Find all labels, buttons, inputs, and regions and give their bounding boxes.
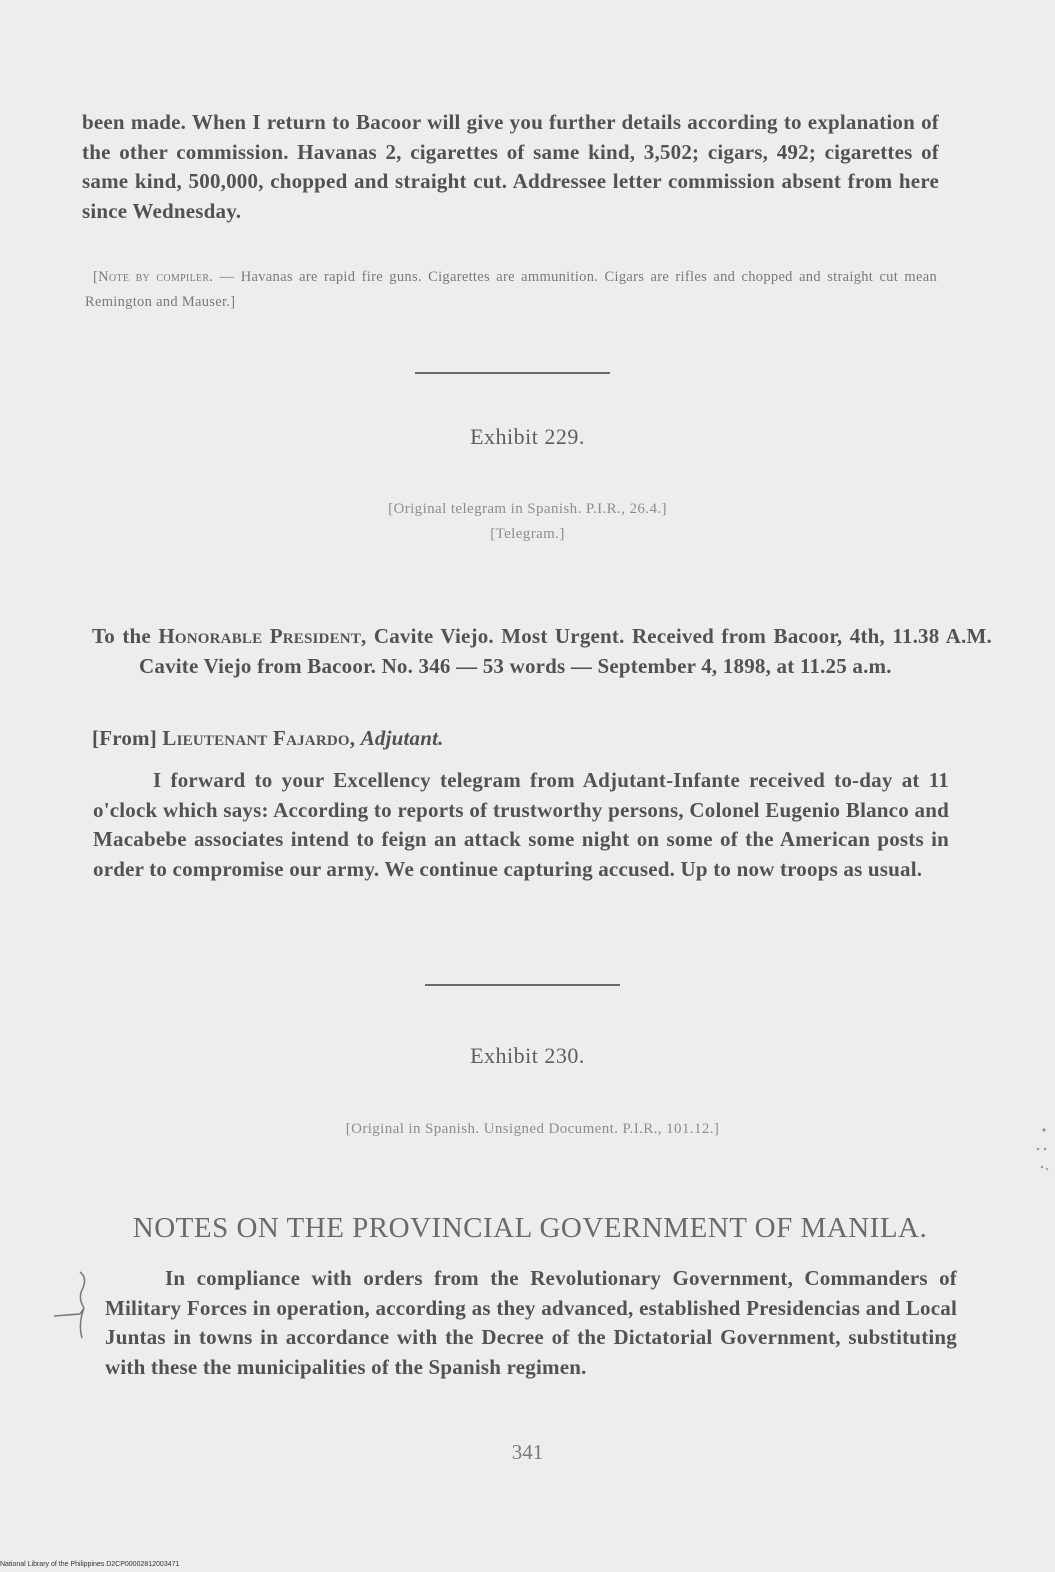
compiler-note bbox=[85, 265, 937, 315]
divider bbox=[425, 984, 620, 986]
exhibit-230-source: [Original in Spanish. Unsigned Document. P.I.R., 101.12.] bbox=[345, 1121, 720, 1137]
margin-annotation bbox=[50, 1268, 95, 1348]
telegram-body: I forward to your Excellency telegram from Adjutant-Infante received to-day at 11 o'clock which says: According to reports of trustworthy persons, Colonel Eugenio Blanco and Macabebe associates intend to feign an attack some night on some of the American posts in order to compromise our army. We continue capturing accused. Up to now troops as usual. bbox=[93, 768, 949, 881]
from-name: Lieutenant Fajardo bbox=[162, 726, 350, 750]
exhibit-229-type: [Telegram.] bbox=[490, 526, 565, 542]
compiler-note-label: [Note by compiler. bbox=[93, 269, 214, 285]
addressee: Honorable President bbox=[158, 624, 362, 648]
from-prefix: [From] bbox=[92, 726, 163, 750]
section-body: In compliance with orders from the Revolutionary Government, Commanders of Military Forces in operation, according as they advanced, established Presidencias and Local Juntas in towns in accordance with the Decree of the Dictatorial Government, substituting with these the municipalities of the Spanish regimen. bbox=[105, 1266, 957, 1379]
telegram-address bbox=[92, 622, 992, 681]
page-edge-marks bbox=[1030, 1125, 1052, 1175]
divider bbox=[415, 372, 610, 374]
exhibit-229-source: [Original telegram in Spanish. P.I.R., 26.4.] bbox=[388, 501, 667, 517]
scan-footer: National Library of the Philippines D2CP00002812003471 bbox=[0, 1561, 180, 1568]
exhibit-229-title: Exhibit 229. bbox=[470, 424, 585, 449]
from-sep: , bbox=[349, 726, 361, 750]
compiler-note-text: — Havanas are rapid fire guns. Cigarettes are ammunition. Cigars are rifles and chopped and straight cut mean Remington and Mauser.] bbox=[85, 269, 937, 310]
paragraph-continued: been made. When I return to Bacoor will give you further details according to explanation of the other commission. Havanas 2, cigarettes of same kind, 3,502; cigars, 492; cigarettes of same kind, 500,000, chopped and straight cut. Addressee letter commission absent from here since Wednesday. bbox=[82, 110, 939, 223]
telegram-from bbox=[92, 724, 945, 754]
address-rest: , Cavite Viejo. Most Urgent. Received from Bacoor, 4th, 11.38 A.M. Cavite Viejo from Bacoor. No. 346 — 53 words — September 4, 1898, at 11.25 a.m. bbox=[139, 624, 992, 678]
from-title: Adjutant. bbox=[360, 726, 444, 750]
address-prefix: To the bbox=[92, 624, 159, 648]
page-number: 341 bbox=[511, 1440, 544, 1464]
section-heading: NOTES ON THE PROVINCIAL GOVERNMENT OF MANILA. bbox=[132, 1212, 928, 1244]
exhibit-230-title: Exhibit 230. bbox=[470, 1043, 585, 1068]
